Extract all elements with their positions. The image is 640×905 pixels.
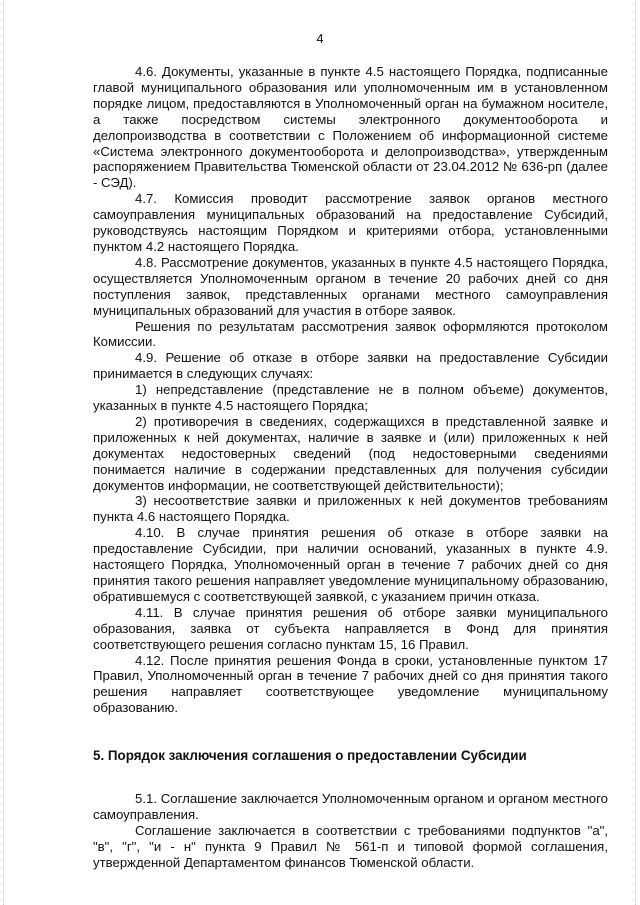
section-heading: 5. Порядок заключения соглашения о предоставлении Субсидии: [93, 748, 527, 764]
paragraph-agreement-requirements: Соглашение заключается в соответствии с требованиями подпунктов "а", "в", "г", "и - н" пункта 9 Правил № 561-п и типовой формой соглашения, утвержденной Департаментом финансов Тюменской области.: [93, 822, 608, 870]
document-body: [93, 64, 608, 871]
list-item-1: 1) непредставление (представление не в полном объеме) документов, указанных в пункте 4.5 настоящего Порядка;: [93, 382, 608, 414]
paragraph-4-7: 4.7. Комиссия проводит рассмотрение заявок органов местного самоуправления муниципальных образований на предоставление Субсидий, руководствуясь настоящим Порядком и критериями отбора, установленными пунктом 4.2 настоящего Порядка.: [93, 191, 608, 254]
paragraph-4-12: 4.12. После принятия решения Фонда в сроки, установленные пунктом 17 Правил, Уполномоченный орган в течение 7 рабочих дней со дня принятия такого решения направляет соответствующее уведомление муниципальному образованию.: [93, 652, 608, 716]
paragraph-4-9: 4.9. Решение об отказе в отборе заявки на предоставление Субсидии принимается в следующих случаях:: [93, 350, 608, 382]
paragraph-5-1: 5.1. Соглашение заключается Уполномоченным органом и органом местного самоуправления.: [93, 791, 608, 822]
paragraph-4-11: 4.11. В случае принятия решения об отборе заявки муниципального образования, заявка от субъекта направляется в Фонд для принятия соответствующего решения согласно пунктам 15, 16 Правил.: [93, 604, 608, 652]
paragraph-4-10: 4.10. В случае принятия решения об отказе в отборе заявки на предоставление Субсидии, при наличии оснований, указанных в пункте 4.9. настоящего Порядка, Уполномоченный орган в течение 7 рабочих дней со дня принятия такого решения направляет уведомление муниципальному образованию, обратившемуся с соответствующей заявкой, с указанием причин отказа.: [93, 525, 608, 604]
scan-edge-right: [635, 0, 637, 905]
list-item-2: 2) противоречия в сведениях, содержащихся в представленной заявке и приложенных к ней документах, наличие в заявке и (или) приложенных к ней документах недостоверных сведений (под недостоверными сведениями понимается наличие в содержании представленных для получения субсидии документов информации, не соответствующей действительности);: [93, 413, 608, 493]
list-item-3: 3) несоответствие заявки и приложенных к ней документов требованиям пункта 4.6 настоящего Порядка.: [93, 493, 608, 525]
paragraph-commission-protocol: Решения по результатам рассмотрения заявок оформляются протоколом Комиссии.: [93, 318, 608, 350]
page-number: 4: [316, 31, 324, 46]
scan-edge-left: [3, 0, 5, 905]
paragraph-4-6: 4.6. Документы, указанные в пункте 4.5 настоящего Порядка, подписанные главой муниципального образования или уполномоченным им в установленном порядке лицом, предоставляются в Уполномоченный орган на бумажном носителе, а также посредством системы электронного документооборота и делопроизводства в соответствии с Положением об информационной системе «Система электронного документооборота и делопроизводства», утвержденным распоряжением Правительства Тюменской области от 23.04.2012 № 636-рп (далее - СЭД).: [93, 64, 608, 191]
paragraph-4-8: 4.8. Рассмотрение документов, указанных в пункте 4.5 настоящего Порядка, осуществляется Уполномоченным органом в течение 20 рабочих дней со дня поступления заявок, представленных органами местного самоуправления муниципальных образований для участия в отборе заявок.: [93, 254, 608, 318]
